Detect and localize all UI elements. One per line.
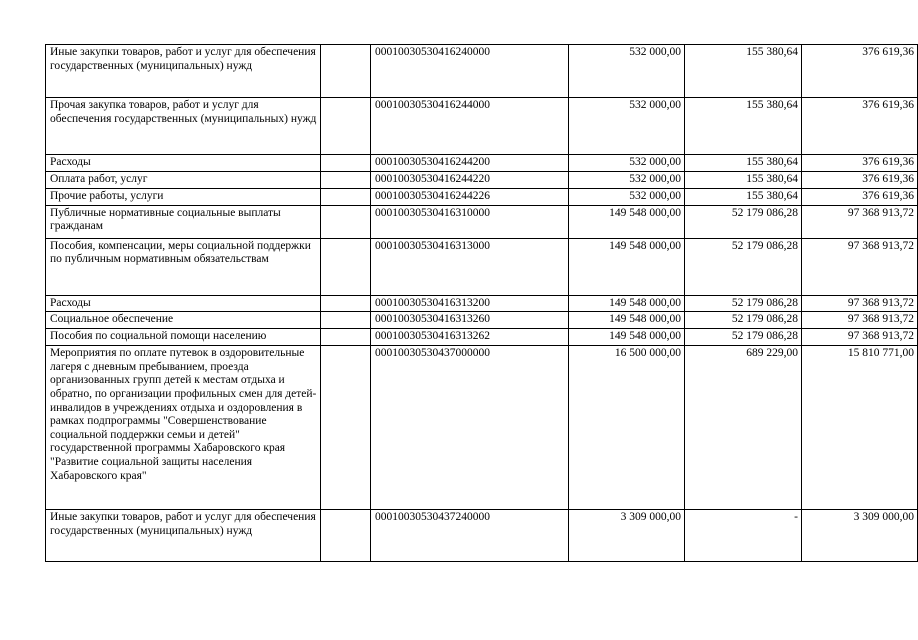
expense-name-cell: Пособия по социальной помощи населению [46, 329, 321, 346]
line-code-cell [321, 171, 371, 188]
executed-amount-cell: 155 380,64 [685, 98, 802, 155]
approved-amount-cell: 532 000,00 [569, 98, 685, 155]
remaining-amount-cell: 97 368 913,72 [802, 205, 918, 238]
line-code-cell [321, 238, 371, 295]
table-body [46, 45, 918, 562]
remaining-amount-cell: 15 810 771,00 [802, 346, 918, 510]
approved-amount-cell: 149 548 000,00 [569, 205, 685, 238]
executed-amount-cell: 155 380,64 [685, 188, 802, 205]
approved-amount-cell: 532 000,00 [569, 171, 685, 188]
budget-code-cell: 00010030530416313262 [371, 329, 569, 346]
table-row [46, 171, 918, 188]
expense-name-cell: Прочая закупка товаров, работ и услуг для обеспечения государственных (муниципальных) нужд [46, 98, 321, 155]
executed-amount-cell: 52 179 086,28 [685, 295, 802, 312]
expense-name-cell: Публичные нормативные социальные выплаты гражданам [46, 205, 321, 238]
line-code-cell [321, 312, 371, 329]
budget-code-cell: 00010030530416244200 [371, 155, 569, 172]
line-code-cell [321, 346, 371, 510]
expense-name-cell: Пособия, компенсации, меры социальной поддержки по публичным нормативным обязательствам [46, 238, 321, 295]
budget-code-cell: 00010030530416313260 [371, 312, 569, 329]
expense-name-cell: Мероприятия по оплате путевок в оздоровительные лагеря с дневным пребыванием, проезда организованных групп детей к местам отдыха и обратно, по организации профильных смен для детей-инвалидов в учреждениях отдыха и оздоровления в рамках подпрограммы "Совершенствование социальной поддержки семьи и детей" государственной программы Хабаровского края "Развитие социальной защиты населения Хабаровского края" [46, 346, 321, 510]
line-code-cell [321, 329, 371, 346]
approved-amount-cell: 532 000,00 [569, 188, 685, 205]
table-row [46, 329, 918, 346]
executed-amount-cell: 52 179 086,28 [685, 205, 802, 238]
budget-code-cell: 00010030530416244000 [371, 98, 569, 155]
table-row [46, 238, 918, 295]
remaining-amount-cell: 97 368 913,72 [802, 329, 918, 346]
line-code-cell [321, 510, 371, 562]
executed-amount-cell: 52 179 086,28 [685, 312, 802, 329]
budget-code-cell: 00010030530416244220 [371, 171, 569, 188]
expense-name-cell: Расходы [46, 295, 321, 312]
budget-code-cell: 00010030530437240000 [371, 510, 569, 562]
remaining-amount-cell: 376 619,36 [802, 171, 918, 188]
executed-amount-cell: 155 380,64 [685, 171, 802, 188]
table-row [46, 346, 918, 510]
remaining-amount-cell: 3 309 000,00 [802, 510, 918, 562]
remaining-amount-cell: 376 619,36 [802, 188, 918, 205]
table-row [46, 312, 918, 329]
table-row [46, 205, 918, 238]
line-code-cell [321, 295, 371, 312]
expense-name-cell: Расходы [46, 155, 321, 172]
executed-amount-cell: 155 380,64 [685, 45, 802, 98]
remaining-amount-cell: 97 368 913,72 [802, 238, 918, 295]
expense-name-cell: Оплата работ, услуг [46, 171, 321, 188]
table-row [46, 45, 918, 98]
approved-amount-cell: 532 000,00 [569, 155, 685, 172]
executed-amount-cell: - [685, 510, 802, 562]
remaining-amount-cell: 376 619,36 [802, 45, 918, 98]
executed-amount-cell: 52 179 086,28 [685, 329, 802, 346]
executed-amount-cell: 52 179 086,28 [685, 238, 802, 295]
line-code-cell [321, 98, 371, 155]
table-row [46, 295, 918, 312]
approved-amount-cell: 149 548 000,00 [569, 329, 685, 346]
approved-amount-cell: 16 500 000,00 [569, 346, 685, 510]
budget-code-cell: 00010030530416244226 [371, 188, 569, 205]
remaining-amount-cell: 97 368 913,72 [802, 295, 918, 312]
table-row [46, 155, 918, 172]
budget-code-cell: 00010030530416313200 [371, 295, 569, 312]
budget-code-cell: 00010030530416240000 [371, 45, 569, 98]
approved-amount-cell: 149 548 000,00 [569, 312, 685, 329]
approved-amount-cell: 532 000,00 [569, 45, 685, 98]
line-code-cell [321, 205, 371, 238]
table-row [46, 188, 918, 205]
executed-amount-cell: 689 229,00 [685, 346, 802, 510]
remaining-amount-cell: 97 368 913,72 [802, 312, 918, 329]
expense-name-cell: Иные закупки товаров, работ и услуг для обеспечения государственных (муниципальных) нужд [46, 510, 321, 562]
remaining-amount-cell: 376 619,36 [802, 98, 918, 155]
table-row [46, 510, 918, 562]
budget-code-cell: 00010030530437000000 [371, 346, 569, 510]
executed-amount-cell: 155 380,64 [685, 155, 802, 172]
approved-amount-cell: 3 309 000,00 [569, 510, 685, 562]
expense-name-cell: Прочие работы, услуги [46, 188, 321, 205]
expense-name-cell: Иные закупки товаров, работ и услуг для обеспечения государственных (муниципальных) нужд [46, 45, 321, 98]
line-code-cell [321, 188, 371, 205]
line-code-cell [321, 45, 371, 98]
remaining-amount-cell: 376 619,36 [802, 155, 918, 172]
table-row [46, 98, 918, 155]
budget-execution-table [45, 44, 918, 562]
budget-code-cell: 00010030530416310000 [371, 205, 569, 238]
line-code-cell [321, 155, 371, 172]
budget-code-cell: 00010030530416313000 [371, 238, 569, 295]
approved-amount-cell: 149 548 000,00 [569, 295, 685, 312]
approved-amount-cell: 149 548 000,00 [569, 238, 685, 295]
expense-name-cell: Социальное обеспечение [46, 312, 321, 329]
